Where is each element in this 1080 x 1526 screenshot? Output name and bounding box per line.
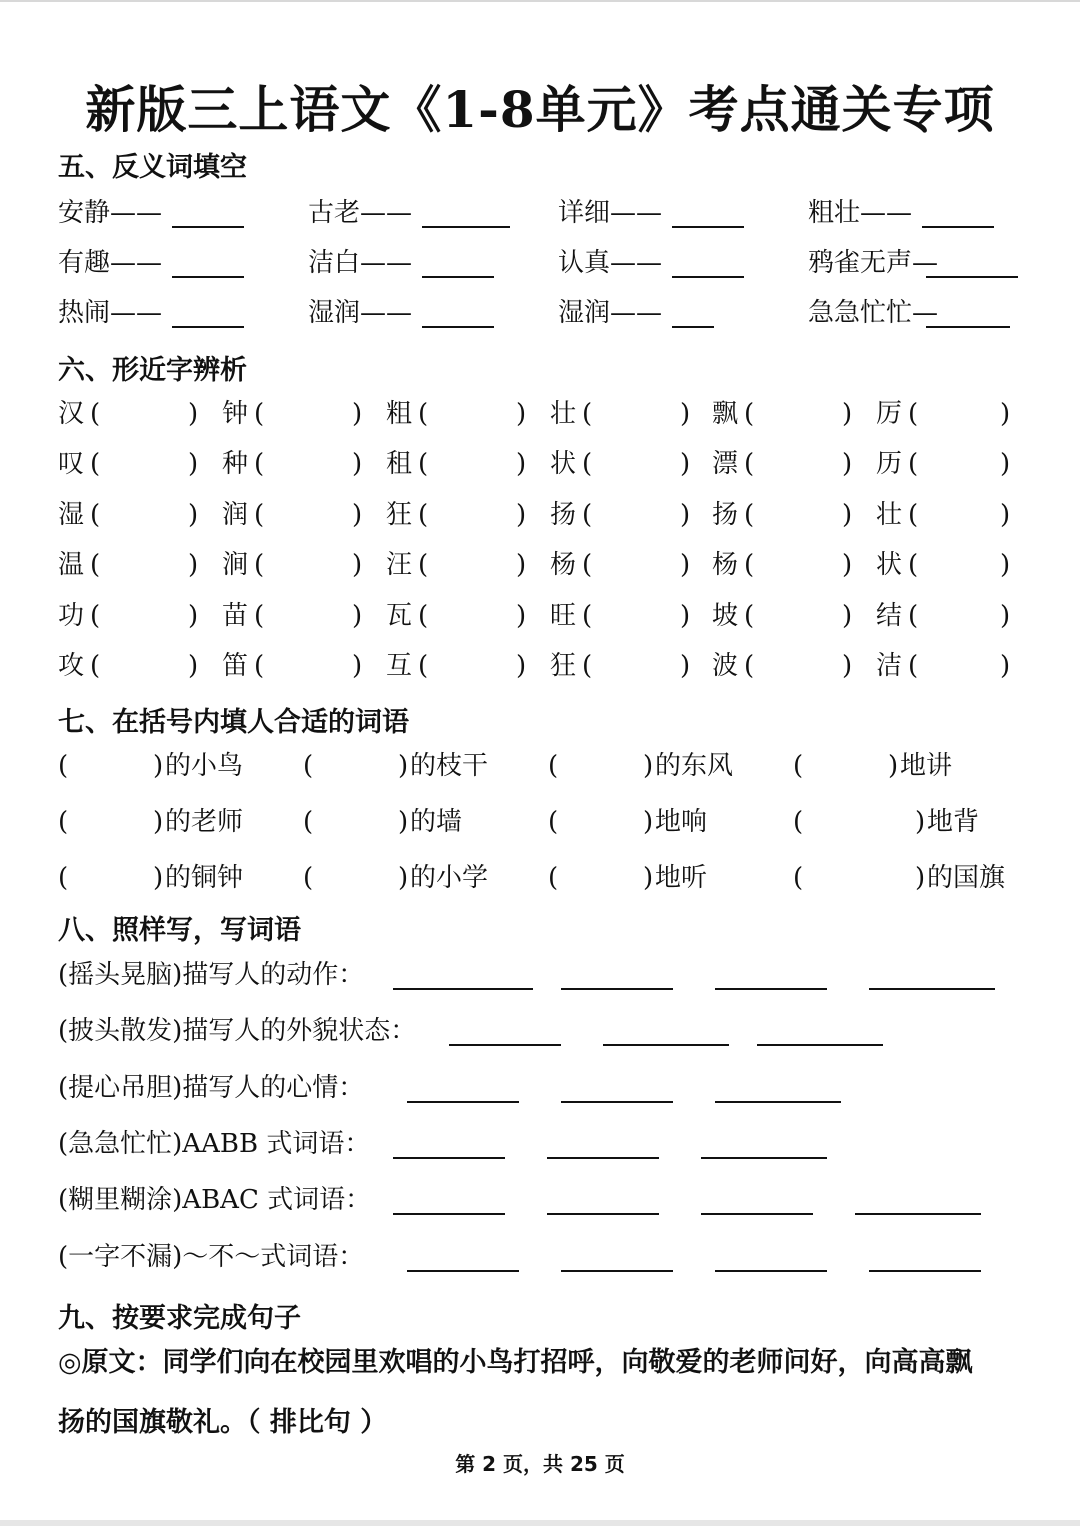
section9-heading: 九、按要求完成句子 xyxy=(58,1303,301,1334)
open-paren: ( xyxy=(254,449,265,479)
close-paren: ) xyxy=(153,863,164,893)
close-paren: ) xyxy=(352,500,363,530)
open-paren: ( xyxy=(744,651,755,681)
similar-char: 洁 xyxy=(876,651,903,681)
pinyin-answer-slot[interactable] xyxy=(102,548,182,582)
open-paren: ( xyxy=(582,651,593,681)
answer-blank[interactable] xyxy=(547,1157,659,1159)
close-paren: ) xyxy=(188,449,199,479)
open-paren: ( xyxy=(908,601,919,631)
close-paren: ) xyxy=(398,807,409,837)
similar-char: 种 xyxy=(222,449,249,479)
page-title: 新版三上语文《1-8单元》考点通关专项 xyxy=(85,80,995,139)
open-paren: ( xyxy=(90,601,101,631)
close-paren: ) xyxy=(680,449,691,479)
pinyin-answer-slot[interactable] xyxy=(920,498,994,532)
answer-blank[interactable] xyxy=(715,1101,841,1103)
close-paren: ) xyxy=(680,651,691,681)
word-answer-slot[interactable] xyxy=(807,805,913,839)
similar-char: 温 xyxy=(58,550,85,580)
similar-char: 历 xyxy=(876,449,903,479)
phrase-suffix: 的小学 xyxy=(410,863,489,893)
pinyin-answer-slot[interactable] xyxy=(430,397,510,431)
close-paren: ) xyxy=(1000,449,1011,479)
close-paren: ) xyxy=(842,500,853,530)
phrase-suffix: 的墙 xyxy=(410,807,463,837)
similar-char: 功 xyxy=(58,601,85,631)
pinyin-answer-slot[interactable] xyxy=(756,498,836,532)
answer-blank[interactable] xyxy=(561,1101,673,1103)
close-paren: ) xyxy=(1000,500,1011,530)
open-paren: ( xyxy=(582,601,593,631)
antonym-word: 热闹—— xyxy=(58,298,163,328)
answer-blank[interactable] xyxy=(672,276,744,278)
pinyin-answer-slot[interactable] xyxy=(920,447,994,481)
answer-blank[interactable] xyxy=(561,1270,673,1272)
answer-blank[interactable] xyxy=(701,1213,813,1215)
close-paren: ) xyxy=(1000,399,1011,429)
open-paren: ( xyxy=(254,500,265,530)
close-paren: ) xyxy=(1000,601,1011,631)
close-paren: ) xyxy=(398,751,409,781)
answer-blank[interactable] xyxy=(715,1270,827,1272)
open-paren: ( xyxy=(548,751,559,781)
pinyin-answer-slot[interactable] xyxy=(594,649,674,683)
phrase-suffix: 地讲 xyxy=(900,751,953,781)
pinyin-answer-slot[interactable] xyxy=(594,599,674,633)
antonym-word: 安静—— xyxy=(58,198,163,228)
similar-char: 钟 xyxy=(222,399,249,429)
similar-char: 飘 xyxy=(712,399,739,429)
answer-blank[interactable] xyxy=(393,1213,505,1215)
open-paren: ( xyxy=(90,449,101,479)
phrase-suffix: 地听 xyxy=(655,863,708,893)
open-paren: ( xyxy=(908,651,919,681)
pinyin-answer-slot[interactable] xyxy=(430,649,510,683)
close-paren: ) xyxy=(643,751,654,781)
section5-heading: 五、反义词填空 xyxy=(58,152,247,183)
pinyin-answer-slot[interactable] xyxy=(756,447,836,481)
open-paren: ( xyxy=(744,399,755,429)
section8-heading: 八、照样写，写词语 xyxy=(58,915,301,946)
similar-char: 状 xyxy=(876,550,903,580)
answer-blank[interactable] xyxy=(672,226,744,228)
open-paren: ( xyxy=(90,500,101,530)
open-paren: ( xyxy=(58,751,69,781)
close-paren: ) xyxy=(842,550,853,580)
open-paren: ( xyxy=(303,863,314,893)
word-answer-slot[interactable] xyxy=(562,861,641,895)
similar-char: 润 xyxy=(222,500,249,530)
close-paren: ) xyxy=(915,863,926,893)
answer-blank[interactable] xyxy=(926,276,1018,278)
phrase-suffix: 的铜钟 xyxy=(165,863,244,893)
close-paren: ) xyxy=(643,863,654,893)
close-paren: ) xyxy=(516,601,527,631)
similar-char: 杨 xyxy=(550,550,577,580)
original-sentence-line2: 扬的国旗敬礼。（ 排比句 ） xyxy=(58,1407,388,1438)
word-answer-slot[interactable] xyxy=(317,749,396,783)
similar-char: 波 xyxy=(712,651,739,681)
pinyin-answer-slot[interactable] xyxy=(430,548,510,582)
open-paren: ( xyxy=(908,449,919,479)
word-answer-slot[interactable] xyxy=(72,805,151,839)
similar-char: 旺 xyxy=(550,601,577,631)
similar-char: 粗 xyxy=(386,399,413,429)
close-paren: ) xyxy=(842,651,853,681)
close-paren: ) xyxy=(352,601,363,631)
antonym-word: 急急忙忙— xyxy=(808,298,939,328)
open-paren: ( xyxy=(58,807,69,837)
write-words-prompt: (提心吊胆)描写人的心情： xyxy=(58,1073,365,1103)
answer-blank[interactable] xyxy=(869,988,995,990)
pinyin-answer-slot[interactable] xyxy=(756,397,836,431)
open-paren: ( xyxy=(303,751,314,781)
close-paren: ) xyxy=(188,601,199,631)
pinyin-answer-slot[interactable] xyxy=(594,397,674,431)
phrase-suffix: 地响 xyxy=(655,807,708,837)
answer-blank[interactable] xyxy=(547,1213,659,1215)
pinyin-answer-slot[interactable] xyxy=(266,649,346,683)
similar-char: 汉 xyxy=(58,399,85,429)
answer-blank[interactable] xyxy=(407,1270,519,1272)
close-paren: ) xyxy=(680,550,691,580)
answer-blank[interactable] xyxy=(715,988,827,990)
pinyin-answer-slot[interactable] xyxy=(102,649,182,683)
close-paren: ) xyxy=(1000,550,1011,580)
answer-blank[interactable] xyxy=(922,226,994,228)
open-paren: ( xyxy=(908,500,919,530)
pinyin-answer-slot[interactable] xyxy=(430,599,510,633)
pinyin-answer-slot[interactable] xyxy=(756,548,836,582)
open-paren: ( xyxy=(418,399,429,429)
similar-char: 狂 xyxy=(386,500,413,530)
write-words-prompt: (一字不漏)～不～式词语： xyxy=(58,1242,365,1272)
open-paren: ( xyxy=(582,550,593,580)
answer-blank[interactable] xyxy=(603,1044,729,1046)
open-paren: ( xyxy=(90,550,101,580)
close-paren: ) xyxy=(842,601,853,631)
open-paren: ( xyxy=(548,863,559,893)
answer-blank[interactable] xyxy=(172,326,244,328)
close-paren: ) xyxy=(842,449,853,479)
answer-blank[interactable] xyxy=(855,1213,981,1215)
similar-char: 漂 xyxy=(712,449,739,479)
word-answer-slot[interactable] xyxy=(317,861,396,895)
close-paren: ) xyxy=(352,399,363,429)
answer-blank[interactable] xyxy=(701,1157,827,1159)
open-paren: ( xyxy=(582,500,593,530)
word-answer-slot[interactable] xyxy=(72,861,151,895)
word-answer-slot[interactable] xyxy=(317,805,396,839)
close-paren: ) xyxy=(680,399,691,429)
pinyin-answer-slot[interactable] xyxy=(594,498,674,532)
open-paren: ( xyxy=(744,550,755,580)
close-paren: ) xyxy=(680,601,691,631)
similar-char: 坡 xyxy=(712,601,739,631)
similar-char: 攻 xyxy=(58,651,85,681)
antonym-word: 湿润—— xyxy=(558,298,663,328)
open-paren: ( xyxy=(908,399,919,429)
similar-char: 扬 xyxy=(712,500,739,530)
pinyin-answer-slot[interactable] xyxy=(430,498,510,532)
open-paren: ( xyxy=(254,651,265,681)
open-paren: ( xyxy=(908,550,919,580)
similar-char: 苗 xyxy=(222,601,249,631)
answer-blank[interactable] xyxy=(422,276,494,278)
pinyin-answer-slot[interactable] xyxy=(920,548,994,582)
write-words-prompt: (糊里糊涂)ABAC 式词语： xyxy=(58,1185,372,1215)
pinyin-answer-slot[interactable] xyxy=(920,649,994,683)
antonym-word: 洁白—— xyxy=(308,248,413,278)
similar-char: 汪 xyxy=(386,550,413,580)
antonym-word: 鸦雀无声— xyxy=(808,248,939,278)
close-paren: ) xyxy=(516,449,527,479)
antonym-word: 湿润—— xyxy=(308,298,413,328)
answer-blank[interactable] xyxy=(757,1044,883,1046)
antonym-word: 认真—— xyxy=(558,248,663,278)
pinyin-answer-slot[interactable] xyxy=(102,447,182,481)
similar-char: 厉 xyxy=(876,399,903,429)
page-bottom-edge xyxy=(0,1520,1080,1526)
write-words-prompt: (摇头晃脑)描写人的动作： xyxy=(58,960,365,990)
similar-char: 壮 xyxy=(876,500,903,530)
section7-heading: 七、在括号内填人合适的词语 xyxy=(58,707,409,738)
similar-char: 瓦 xyxy=(386,601,413,631)
answer-blank[interactable] xyxy=(172,226,244,228)
word-answer-slot[interactable] xyxy=(807,861,913,895)
answer-blank[interactable] xyxy=(422,226,510,228)
close-paren: ) xyxy=(643,807,654,837)
close-paren: ) xyxy=(352,651,363,681)
answer-blank[interactable] xyxy=(672,326,714,328)
phrase-suffix: 的枝干 xyxy=(410,751,489,781)
answer-blank[interactable] xyxy=(172,276,244,278)
similar-char: 扬 xyxy=(550,500,577,530)
open-paren: ( xyxy=(418,550,429,580)
pinyin-answer-slot[interactable] xyxy=(430,447,510,481)
open-paren: ( xyxy=(303,807,314,837)
pinyin-answer-slot[interactable] xyxy=(102,397,182,431)
phrase-suffix: 地背 xyxy=(927,807,980,837)
open-paren: ( xyxy=(254,399,265,429)
answer-blank[interactable] xyxy=(393,1157,505,1159)
open-paren: ( xyxy=(793,751,804,781)
open-paren: ( xyxy=(90,399,101,429)
open-paren: ( xyxy=(418,500,429,530)
pinyin-answer-slot[interactable] xyxy=(594,548,674,582)
open-paren: ( xyxy=(418,651,429,681)
answer-blank[interactable] xyxy=(449,1044,561,1046)
close-paren: ) xyxy=(516,651,527,681)
close-paren: ) xyxy=(188,500,199,530)
close-paren: ) xyxy=(888,751,899,781)
answer-blank[interactable] xyxy=(926,326,1010,328)
close-paren: ) xyxy=(842,399,853,429)
pinyin-answer-slot[interactable] xyxy=(756,599,836,633)
pinyin-answer-slot[interactable] xyxy=(102,599,182,633)
page-top-edge xyxy=(0,0,1080,2)
open-paren: ( xyxy=(582,399,593,429)
word-answer-slot[interactable] xyxy=(562,805,641,839)
open-paren: ( xyxy=(548,807,559,837)
open-paren: ( xyxy=(418,601,429,631)
section6-heading: 六、形近字辨析 xyxy=(58,355,247,386)
pinyin-answer-slot[interactable] xyxy=(920,599,994,633)
antonym-word: 粗壮—— xyxy=(808,198,913,228)
similar-char: 租 xyxy=(386,449,413,479)
open-paren: ( xyxy=(744,601,755,631)
close-paren: ) xyxy=(516,399,527,429)
pinyin-answer-slot[interactable] xyxy=(266,447,346,481)
pinyin-answer-slot[interactable] xyxy=(594,447,674,481)
original-sentence-line1: ◎原文：同学们向在校园里欢唱的小鸟打招呼，向敬爱的老师问好，向高高飘 xyxy=(58,1347,973,1378)
answer-blank[interactable] xyxy=(561,988,673,990)
answer-blank[interactable] xyxy=(407,1101,519,1103)
similar-char: 杨 xyxy=(712,550,739,580)
open-paren: ( xyxy=(793,863,804,893)
open-paren: ( xyxy=(254,550,265,580)
write-words-prompt: (披头散发)描写人的外貌状态： xyxy=(58,1016,417,1046)
close-paren: ) xyxy=(153,807,164,837)
similar-char: 湿 xyxy=(58,500,85,530)
phrase-suffix: 的老师 xyxy=(165,807,244,837)
open-paren: ( xyxy=(582,449,593,479)
phrase-suffix: 的小鸟 xyxy=(165,751,244,781)
close-paren: ) xyxy=(398,863,409,893)
open-paren: ( xyxy=(254,601,265,631)
close-paren: ) xyxy=(516,550,527,580)
close-paren: ) xyxy=(352,449,363,479)
page-footer: 第 2 页，共 25 页 xyxy=(455,1452,625,1476)
close-paren: ) xyxy=(1000,651,1011,681)
open-paren: ( xyxy=(418,449,429,479)
similar-char: 叹 xyxy=(58,449,85,479)
antonym-word: 有趣—— xyxy=(58,248,163,278)
open-paren: ( xyxy=(744,500,755,530)
antonym-word: 详细—— xyxy=(558,198,663,228)
answer-blank[interactable] xyxy=(422,326,494,328)
similar-char: 互 xyxy=(386,651,413,681)
similar-char: 状 xyxy=(550,449,577,479)
close-paren: ) xyxy=(188,651,199,681)
open-paren: ( xyxy=(58,863,69,893)
open-paren: ( xyxy=(90,651,101,681)
answer-blank[interactable] xyxy=(869,1270,981,1272)
pinyin-answer-slot[interactable] xyxy=(266,397,346,431)
pinyin-answer-slot[interactable] xyxy=(266,548,346,582)
pinyin-answer-slot[interactable] xyxy=(920,397,994,431)
similar-char: 涧 xyxy=(222,550,249,580)
similar-char: 结 xyxy=(876,601,903,631)
write-words-prompt: (急急忙忙)AABB 式词语： xyxy=(58,1129,371,1159)
pinyin-answer-slot[interactable] xyxy=(266,599,346,633)
phrase-suffix: 的东风 xyxy=(655,751,734,781)
close-paren: ) xyxy=(516,500,527,530)
antonym-word: 古老—— xyxy=(308,198,413,228)
phrase-suffix: 的国旗 xyxy=(927,863,1006,893)
close-paren: ) xyxy=(915,807,926,837)
open-paren: ( xyxy=(793,807,804,837)
close-paren: ) xyxy=(188,550,199,580)
open-paren: ( xyxy=(744,449,755,479)
close-paren: ) xyxy=(352,550,363,580)
similar-char: 狂 xyxy=(550,651,577,681)
close-paren: ) xyxy=(153,751,164,781)
close-paren: ) xyxy=(680,500,691,530)
close-paren: ) xyxy=(188,399,199,429)
pinyin-answer-slot[interactable] xyxy=(102,498,182,532)
word-answer-slot[interactable] xyxy=(72,749,151,783)
word-answer-slot[interactable] xyxy=(562,749,641,783)
word-answer-slot[interactable] xyxy=(807,749,886,783)
similar-char: 壮 xyxy=(550,399,577,429)
pinyin-answer-slot[interactable] xyxy=(266,498,346,532)
answer-blank[interactable] xyxy=(393,988,533,990)
similar-char: 笛 xyxy=(222,651,249,681)
pinyin-answer-slot[interactable] xyxy=(756,649,836,683)
